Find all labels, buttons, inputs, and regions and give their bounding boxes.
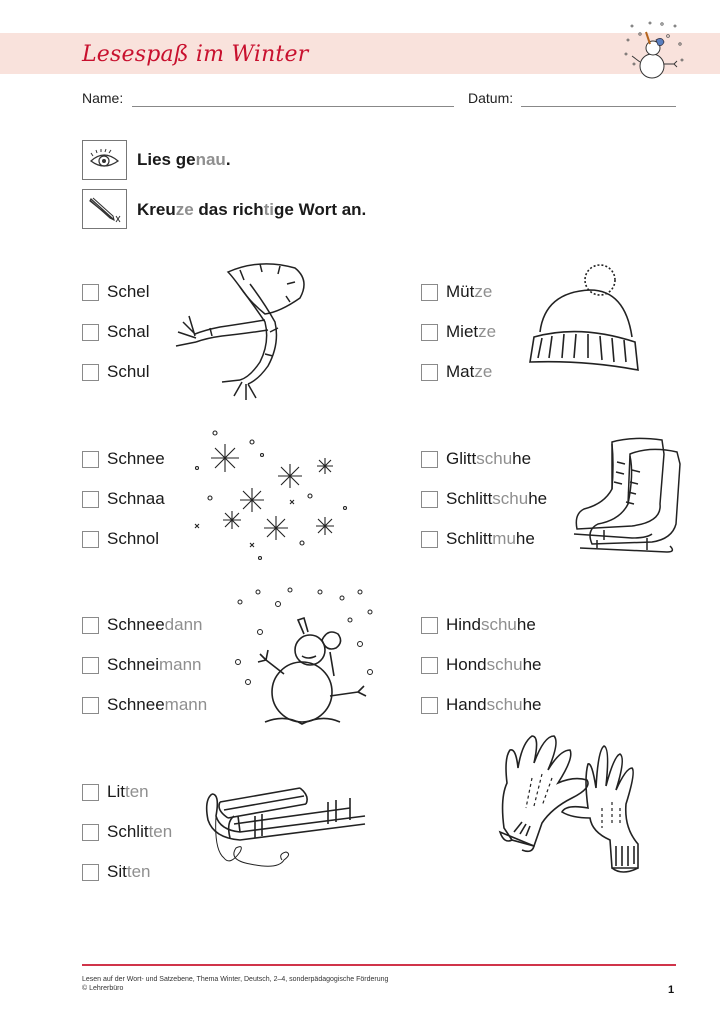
checkbox[interactable] [82,657,99,674]
word-part-highlight: schu [486,695,523,714]
eye-icon [83,141,126,179]
checkbox[interactable] [421,324,438,341]
scarf-icon [170,262,330,404]
sled-icon [200,780,370,880]
word-part: Müt [446,282,475,301]
option-label [446,695,541,715]
checkbox[interactable] [82,531,99,548]
word-part: Mat [446,362,475,381]
checkbox[interactable] [82,824,99,841]
option-label: Schnee [107,449,165,468]
checkbox[interactable] [82,284,99,301]
word-part-highlight: mann [164,695,208,714]
word-part-highlight: schu [486,655,523,674]
word-part-highlight: mann [158,655,202,674]
option-label [446,362,492,382]
option-label [107,822,172,842]
option-schnee[interactable] [82,449,165,469]
word-part: Schlit [107,822,149,841]
instruction-text-highlight: ti [263,200,275,219]
pencil-icon [83,190,126,228]
gloves-icon [492,728,662,876]
option-mietze[interactable] [421,322,496,342]
option-hindschuhe[interactable] [421,615,536,635]
option-schneemann[interactable] [82,695,207,715]
word-part: he [522,695,542,714]
option-label: Schel [107,282,150,301]
checkbox[interactable] [421,364,438,381]
option-litten[interactable] [82,782,149,802]
checkbox[interactable] [82,324,99,341]
option-schlitten[interactable] [82,822,172,842]
instruction-text: Lies ge [137,150,196,169]
word-part-highlight: mu [492,529,516,548]
word-part: Hond [446,655,487,674]
instruction-text: das rich [193,200,264,219]
word-part: he [522,655,542,674]
word-part: he [512,449,532,468]
option-label [446,529,535,549]
option-matze[interactable] [421,362,492,382]
footer-credits [82,975,388,993]
word-part-highlight: schu [476,449,513,468]
option-label [107,695,207,715]
option-schnaa[interactable] [82,489,165,509]
checkbox[interactable] [421,657,438,674]
hat-icon [530,265,638,370]
word-part-highlight: ze [478,322,497,341]
instruction-text: Kreu [137,200,176,219]
checkbox[interactable] [421,284,438,301]
eye-icon-box [82,140,127,180]
checkbox[interactable] [421,491,438,508]
word-part-highlight: ten [126,862,151,881]
checkbox[interactable] [82,364,99,381]
word-part-highlight: dann [164,615,203,634]
option-schneedann[interactable] [82,615,203,635]
word-part: Lit [107,782,125,801]
checkbox[interactable] [82,451,99,468]
checkbox[interactable] [82,617,99,634]
word-part: he [516,615,536,634]
checkbox[interactable] [82,697,99,714]
checkbox[interactable] [82,491,99,508]
checkbox[interactable] [421,617,438,634]
option-label [107,615,203,635]
option-schul[interactable] [82,362,150,382]
option-label [446,489,547,509]
option-hondschuhe[interactable] [421,655,541,675]
option-schnol[interactable] [82,529,159,549]
checkbox[interactable] [421,697,438,714]
snowman-icon [230,584,380,739]
instruction-text-highlight: nau [195,150,226,169]
option-glittschuhe[interactable] [421,449,531,469]
option-label [107,655,202,675]
pencil-icon-box [82,189,127,229]
word-part-highlight: ten [148,822,173,841]
snowman-icon [620,18,690,82]
word-part: Sit [107,862,127,881]
option-muetze[interactable] [421,282,492,302]
word-part: he [515,529,535,548]
option-sitten[interactable] [82,862,150,882]
option-label [446,449,531,469]
word-part: Hind [446,615,481,634]
option-label: Schnol [107,529,159,548]
option-schlittschuhe[interactable] [421,489,547,509]
instruction-text-highlight: ze [175,200,194,219]
date-label: Datum: [468,90,514,106]
option-label [446,615,536,635]
name-label: Name: [82,90,124,106]
page-number: 1 [668,984,675,996]
ice-skates-icon [572,434,687,562]
word-part-highlight: schu [480,615,517,634]
checkbox[interactable] [82,784,99,801]
word-part-highlight: schu [492,489,529,508]
snowflakes-icon [190,428,350,563]
checkbox[interactable] [82,864,99,881]
word-part-highlight: ze [474,362,493,381]
word-part: Glitt [446,449,477,468]
footer-line-2: © Lehrerbüro [82,985,124,992]
footer-line-1: Lesen auf der Wort- und Satzebene, Thema Winter, Deutsch, 2–4, sonderpädagogische Förderung [82,976,389,983]
option-schlittmuhe[interactable] [421,529,535,549]
instruction-cross [137,200,366,220]
word-part: Schlitt [446,489,493,508]
option-schneimann[interactable] [82,655,202,675]
word-part: Miet [446,322,479,341]
option-handschuhe[interactable] [421,695,541,715]
word-part: he [528,489,548,508]
word-part: Schlitt [446,529,493,548]
word-part: Hand [446,695,487,714]
instruction-text: . [225,150,231,169]
word-part-highlight: ze [474,282,493,301]
option-schel[interactable] [82,282,150,302]
instruction-read [137,150,231,170]
option-label [446,322,496,342]
option-schal[interactable] [82,322,150,342]
checkbox[interactable] [421,451,438,468]
option-label: Schnaa [107,489,165,508]
instruction-text: ge Wort an. [274,200,367,219]
option-label: Schal [107,322,150,341]
footer-divider [82,964,676,966]
name-field[interactable] [132,106,454,107]
checkbox[interactable] [421,531,438,548]
option-label: Schul [107,362,150,381]
date-field[interactable] [521,106,676,107]
option-label [446,282,492,302]
word-part-highlight: ten [124,782,149,801]
option-label [107,862,150,882]
option-label [446,655,541,675]
word-part: Schnee [107,695,165,714]
option-label [107,782,149,802]
word-part: Schnei [107,655,159,674]
word-part: Schnee [107,615,165,634]
page-title: Lesespaß im Winter [82,42,309,67]
